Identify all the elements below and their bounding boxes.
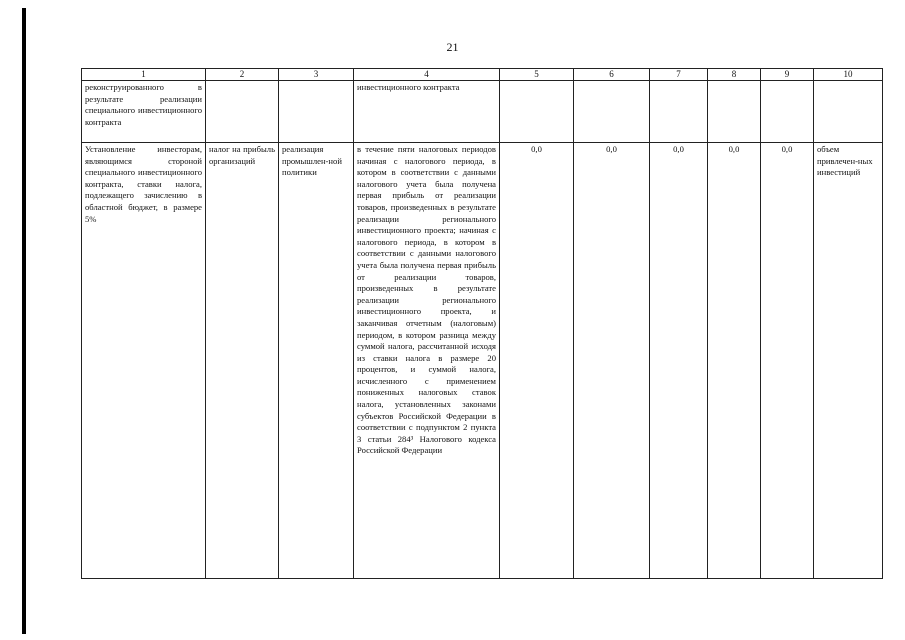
binding-edge-bar bbox=[22, 8, 26, 634]
benefit-description-cell: Установление инвесторам, являющимся стороной специального инвестиционного контракта, ставки налога, подлежащего зачислению в областной бюджет, в размере 5% bbox=[82, 143, 206, 579]
table-row bbox=[82, 81, 883, 143]
value-cell bbox=[574, 81, 650, 143]
validity-period-cell: инвестиционного контракта bbox=[354, 81, 500, 143]
tax-name-cell bbox=[206, 81, 279, 143]
value-cell bbox=[500, 81, 574, 143]
value-cell: 0,0 bbox=[574, 143, 650, 579]
policy-goal-cell: реализация промышлен-ной политики bbox=[279, 143, 354, 579]
column-number: 1 bbox=[82, 69, 206, 81]
indicator-cell: объем привлечен-ных инвестиций bbox=[814, 143, 883, 579]
value-cell: 0,0 bbox=[500, 143, 574, 579]
table-header-row bbox=[82, 69, 883, 81]
page-number: 21 bbox=[446, 40, 459, 54]
column-number: 2 bbox=[206, 69, 279, 81]
tax-name-cell: налог на прибыль организаций bbox=[206, 143, 279, 579]
value-cell bbox=[650, 81, 708, 143]
column-number: 7 bbox=[650, 69, 708, 81]
column-number: 3 bbox=[279, 69, 354, 81]
column-number: 10 bbox=[814, 69, 883, 81]
validity-period-cell: в течение пяти налоговых периодов начиная с налогового периода, в котором в соответствии с данными налогового учета была получена первая прибыль от реализации товаров, произведенных в результате реализации регионального инвестиционного проекта; начиная с налогового периода, в котором в соответствии с данными налогового учета была получена первая прибыль от реализации товаров, произведенных в результате реализации регионального инвестиционного проекта, и заканчивая отчетным (налоговым) периодом, в котором разница между суммой налога, рассчитанной исходя из ставки налога в размере 20 процентов, и суммой налога, исчисленного с применением пониженных налоговых ставок налога, установленных законами субъектов Российской Федерации в соответствии с подпунктом 2 пункта 3 статьи 284³ Налогового кодекса Российской Федерации bbox=[354, 143, 500, 579]
column-number: 5 bbox=[500, 69, 574, 81]
benefit-description-cell: реконструированного в результате реализации специального инвестиционного контракта bbox=[82, 81, 206, 143]
policy-goal-cell bbox=[279, 81, 354, 143]
value-cell: 0,0 bbox=[708, 143, 761, 579]
column-number: 9 bbox=[761, 69, 814, 81]
value-cell: 0,0 bbox=[650, 143, 708, 579]
tax-expenditure-table bbox=[81, 68, 883, 579]
column-number: 8 bbox=[708, 69, 761, 81]
column-number: 6 bbox=[574, 69, 650, 81]
indicator-cell bbox=[814, 81, 883, 143]
table-row bbox=[82, 143, 883, 579]
column-number: 4 bbox=[354, 69, 500, 81]
value-cell bbox=[708, 81, 761, 143]
value-cell bbox=[761, 81, 814, 143]
value-cell: 0,0 bbox=[761, 143, 814, 579]
